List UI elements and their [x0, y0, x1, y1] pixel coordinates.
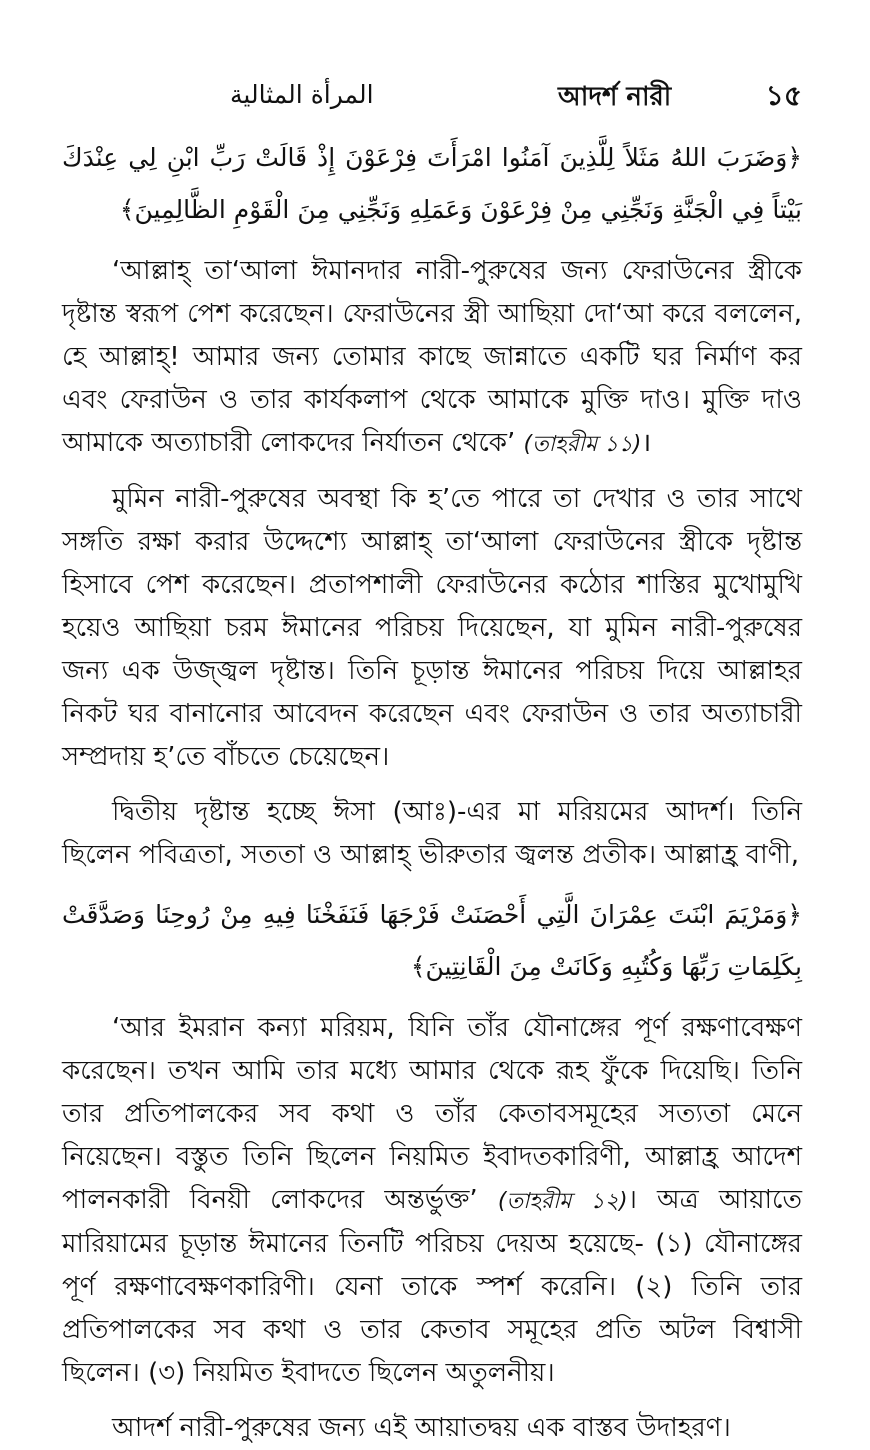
- paragraph-4-text: ‘আর ইমরান কন্যা মরিয়ম, যিনি তাঁর যৌনাঙ্গের পূর্ণ রক্ষণাবেক্ষণ করেছেন। তখন আমি তার মধ্যে আমার থেকে রূহ ফুঁকে দিয়েছি। তিনি তার প্রতিপালকের সব কথা ও তাঁর কেতাবসমূহের সত্যতা মেনে নিয়েছেন। বস্তুত তিনি ছিলেন নিয়মিত ইবাদতকারিণী, আল্লাহ্র আদেশ পালনকারী বিনয়ী লোকদের অন্তর্ভুক্ত’: [62, 1013, 802, 1215]
- paragraph-1-text: ‘আল্লাহ্ তা‘আলা ঈমানদার নারী-পুরুষের জন্য ফেরাউনের স্ত্রীকে দৃষ্টান্ত স্বরূপ পেশ করেছেন। ফেরাউনের স্ত্রী আছিয়া দো‘আ করে বললেন, হে আল্লাহ্! আমার জন্য তোমার কাছে জান্নাতে একটি ঘর নির্মাণ কর এবং ফেরাউন ও তার কার্যকলাপ থেকে আমাকে মুক্তি দাও। মুক্তি দাও আমাকে অত্যাচারী লোকদের নির্যাতন থেকে’: [62, 256, 802, 458]
- paragraph-5: আদর্শ নারী-পুরুষের জন্য এই আয়াতদ্বয় এক বাস্তব উদাহরণ।: [112, 1413, 731, 1443]
- quran-verse-1: ﴿وَضَرَبَ اللهُ مَثَلاً لِلَّذِينَ آمَنُوا امْرَأَتَ فِرْعَوْنَ إِذْ قَالَتْ رَبِّ ابْنِ لِي عِنْدَكَ بَيْتاً فِي الْجَنَّةِ وَنَجِّنِي مِنْ فِرْعَوْنَ وَعَمَلِهِ وَنَجِّنِي مِنَ الْقَوْمِ الظَّالِمِينَ﴾: [62, 143, 802, 224]
- paragraph-1: [62, 250, 802, 466]
- page-number: ১৫: [765, 79, 802, 112]
- reference-tahrim-12: (তাহরীম ১২): [497, 1189, 628, 1214]
- reference-tahrim-11: (তাহরীম ১১): [523, 432, 642, 457]
- paragraph-2: মুমিন নারী-পুরুষের অবস্থা কি হ’তে পারে তা দেখার ও তার সাথে সঙ্গতি রক্ষা করার উদ্দেশ্যে আল্লাহ্ তা‘আলা ফেরাউনের স্ত্রীকে দৃষ্টান্ত হিসাবে পেশ করেছেন। প্রতাপশালী ফেরাউনের কঠোর শাস্তির মুখোমুখি হয়েও আছিয়া চরম ঈমানের পরিচয় দিয়েছেন, যা মুমিন নারী-পুরুষের জন্য এক উজ্জ্বল দৃষ্টান্ত। তিনি চূড়ান্ত ঈমানের পরিচয় দিয়ে আল্লাহর নিকট ঘর বানানোর আবেদন করেছেন এবং ফেরাউন ও তার অত্যাচারী সম্প্রদায় হ’তে বাঁচতে চেয়েছেন।: [62, 484, 802, 772]
- header-title-arabic: المرأة المثالية: [230, 80, 374, 109]
- quran-verse-2: ﴿وَمَرْيَمَ ابْنَتَ عِمْرَانَ الَّتِي أَحْصَنَتْ فَرْجَهَا فَنَفَخْنَا فِيهِ مِنْ رُوحِنَا وَصَدَّقَتْ بِكَلِمَاتِ رَبِّهَا وَكُتُبِهِ وَكَانَتْ مِنَ الْقَانِتِينَ﴾: [62, 900, 802, 981]
- header-title-bengali: আদর্শ নারী: [558, 82, 672, 112]
- paragraph-4: [62, 1007, 802, 1395]
- paragraph-3: দ্বিতীয় দৃষ্টান্ত হচ্ছে ঈসা (আঃ)-এর মা মরিয়মের আদর্শ। তিনি ছিলেন পবিত্রতা, সততা ও আল্লাহ্ ভীরুতার জ্বলন্ত প্রতীক। আল্লাহ্র বাণী,: [62, 797, 802, 870]
- page-header: [62, 70, 802, 122]
- paragraph-1-tail: ।: [641, 428, 652, 458]
- paragraph-4-tail: । অত্র আয়াতে মারিয়ামের চূড়ান্ত ঈমানের তিনটি পরিচয় দেয়অ হয়েছে- (১) যৌনাঙ্গের পূর্ণ রক্ষণাবেক্ষণকারিণী। যেনা তাকে স্পর্শ করেনি। (২) তিনি তার প্রতিপালকের সব কথা ও তার কেতাব সমূহের প্রতি অটল বিশ্বাসী ছিলেন। (৩) নিয়মিত ইবাদতে ছিলেন অতুলনীয়।: [62, 1185, 802, 1388]
